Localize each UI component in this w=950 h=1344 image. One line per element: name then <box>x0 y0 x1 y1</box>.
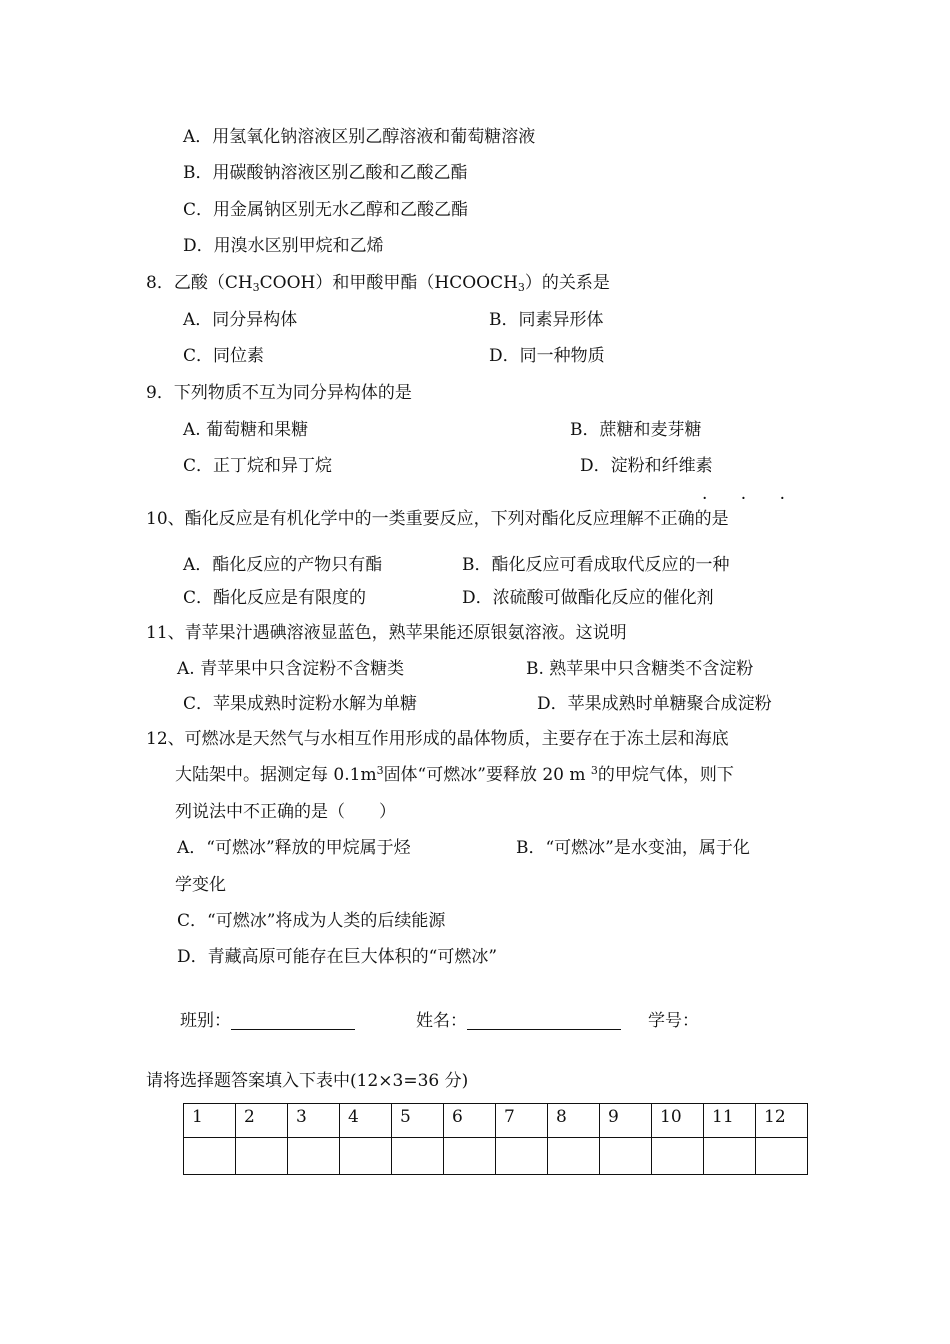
q7-option-a: A．用氢氧化钠溶液区别乙醇溶液和葡萄糖溶液 <box>183 127 536 147</box>
answer-header-cell: 10 <box>652 1104 704 1138</box>
answer-cell[interactable] <box>756 1138 808 1175</box>
answer-header-cell: 3 <box>288 1104 340 1138</box>
q10-option-b: B．酯化反应可看成取代反应的一种 <box>462 555 730 575</box>
q12-option-d: D．青藏高原可能存在巨大体积的“可燃冰” <box>177 947 498 967</box>
q10-option-c: C．酯化反应是有限度的 <box>183 588 367 608</box>
q8-option-d: D．同一种物质 <box>489 346 605 366</box>
answer-header-cell: 1 <box>184 1104 236 1138</box>
q7-option-c: C．用金属钠区别无水乙醇和乙酸乙酯 <box>183 200 469 220</box>
name-blank[interactable] <box>467 1011 621 1030</box>
answer-cell[interactable] <box>548 1138 600 1175</box>
answer-header-cell: 4 <box>340 1104 392 1138</box>
answer-table-instruction: 请将选择题答案填入下表中(12×3=36 分) <box>146 1071 469 1091</box>
answer-header-cell: 2 <box>236 1104 288 1138</box>
answer-header-cell: 7 <box>496 1104 548 1138</box>
q12-option-c: C．“可燃冰”将成为人类的后续能源 <box>177 911 446 931</box>
answer-cell[interactable] <box>236 1138 288 1175</box>
q8-option-c: C．同位素 <box>183 346 265 366</box>
q11-option-a: A. 青苹果中只含淀粉不含糖类 <box>177 659 405 679</box>
q12-option-a: A．“可燃冰”释放的甲烷属于烃 <box>177 838 411 858</box>
answer-cell[interactable] <box>652 1138 704 1175</box>
q10-option-a: A．酯化反应的产物只有酯 <box>183 555 383 575</box>
answer-cell[interactable] <box>496 1138 548 1175</box>
q8-stem: 8．乙酸$(CH_3COOH)$和甲酸甲酯$(HCOOCH_3)$的关系是 <box>146 273 610 294</box>
answer-cell[interactable] <box>288 1138 340 1175</box>
emphasis-dots: · · · <box>702 489 800 509</box>
q9-option-b: B．蔗糖和麦芽糖 <box>570 420 702 440</box>
q8-option-a: A．同分异构体 <box>183 310 298 330</box>
answer-cell[interactable] <box>392 1138 444 1175</box>
q11-stem: 11、青苹果汁遇碘溶液显蓝色，熟苹果能还原银氨溶液。这说明 <box>146 623 627 643</box>
q9-option-a: A. 葡萄糖和果糖 <box>183 420 309 440</box>
q12-stem-line1: 12、可燃冰是天然气与水相互作用形成的晶体物质，主要存在于冻土层和海底 <box>146 729 729 749</box>
q11-option-b: B. 熟苹果中只含糖类不含淀粉 <box>526 659 754 679</box>
answer-header-cell: 12 <box>756 1104 808 1138</box>
answer-header-cell: 5 <box>392 1104 444 1138</box>
answer-cell[interactable] <box>600 1138 652 1175</box>
student-id-field: 学号： <box>648 1011 699 1031</box>
q9-option-d: D．淀粉和纤维素 <box>580 456 713 476</box>
q10-option-d: D．浓硫酸可做酯化反应的催化剂 <box>462 588 714 608</box>
answer-table-header-row <box>184 1104 808 1138</box>
q7-option-d: D．用溴水区别甲烷和乙烯 <box>183 236 384 256</box>
class-blank[interactable] <box>231 1011 355 1030</box>
answer-table-input-row <box>184 1138 808 1175</box>
answer-table <box>183 1103 808 1175</box>
q12-option-b-continued: 学变化 <box>175 875 226 895</box>
answer-cell[interactable] <box>184 1138 236 1175</box>
q9-option-c: C．正丁烷和异丁烷 <box>183 456 333 476</box>
q12-option-b: B．“可燃冰”是水变油，属于化 <box>516 838 750 858</box>
answer-header-cell: 9 <box>600 1104 652 1138</box>
answer-header-cell: 6 <box>444 1104 496 1138</box>
name-field: 姓名： <box>416 1010 621 1032</box>
class-field: 班别： <box>180 1010 355 1032</box>
answer-header-cell: 8 <box>548 1104 600 1138</box>
answer-cell[interactable] <box>340 1138 392 1175</box>
q9-stem: 9．下列物质不互为同分异构体的是 <box>146 383 412 403</box>
answer-cell[interactable] <box>704 1138 756 1175</box>
q11-option-c: C．苹果成熟时淀粉水解为单糖 <box>183 694 418 714</box>
answer-cell[interactable] <box>444 1138 496 1175</box>
q12-stem-line2: 大陆架中。据测定每 $0.1m^3$固体“可燃冰”要释放 20 m $^3$的甲烷气体，则下 <box>175 764 734 785</box>
q12-stem-line3: 列说法中不正确的是（ ） <box>175 802 396 822</box>
q7-option-b: B．用碳酸钠溶液区别乙酸和乙酸乙酯 <box>183 163 468 183</box>
answer-header-cell: 11 <box>704 1104 756 1138</box>
q11-option-d: D．苹果成熟时单糖聚合成淀粉 <box>537 694 772 714</box>
q10-stem: 10、酯化反应是有机化学中的一类重要反应，下列对酯化反应理解不正确的是 <box>146 509 729 529</box>
q8-option-b: B．同素异形体 <box>489 310 604 330</box>
